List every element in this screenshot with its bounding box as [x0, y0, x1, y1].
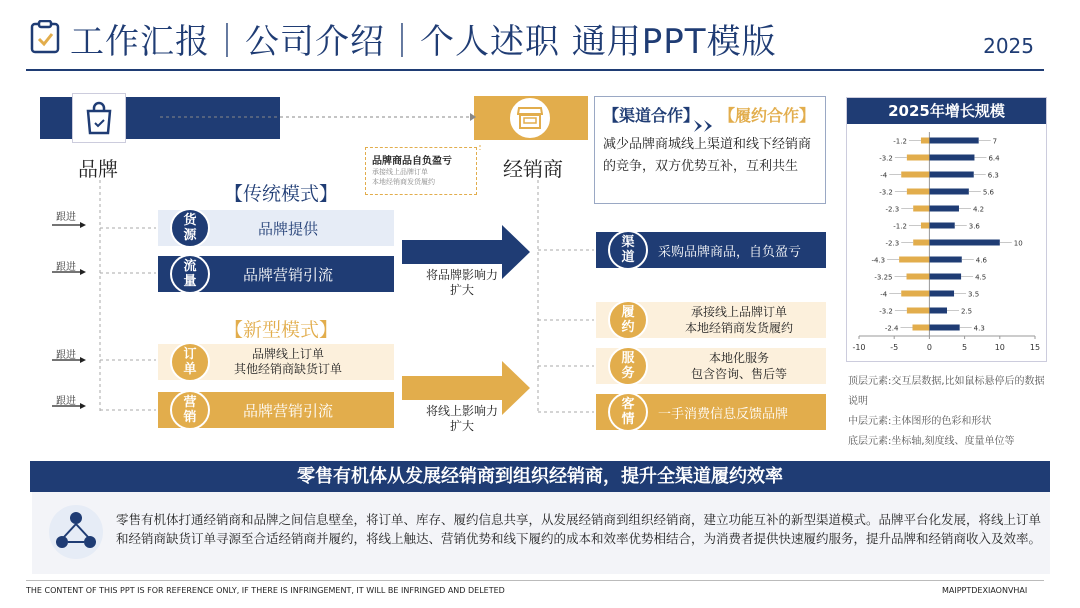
chart-bar-positive [929, 240, 999, 246]
chart-data-label: 4.2 [972, 205, 985, 214]
track-label: 跟进 [56, 350, 76, 361]
badge-service: 服 务 [608, 346, 648, 386]
chart-bar-positive [929, 138, 978, 144]
chart-x-tick-label: 5 [962, 343, 968, 352]
footer-divider [26, 580, 1044, 581]
chart-bar-negative [907, 189, 930, 195]
chart-bar-positive [929, 206, 959, 212]
chart-x-tick-label: -10 [852, 343, 866, 352]
summary-text: 零售有机体打通经销商和品牌之间信息壁垒，将订单、库存、履约信息共享，从发展经销商到组织经销商，建立功能互补的新型渠道模式。品牌平台化发展，将线上订单和经销商缺货订单寻源至合适经销商并履约，将线上触达、营销优势和线下履约的成本和效率优势相结合，为消费者提供快速履约服务，提升品牌和经销商收入及效率。 [116, 512, 1042, 546]
chart-x-tick-label: 15 [1029, 343, 1041, 352]
chart-data-label: 4.6 [975, 256, 987, 265]
chart-plot [847, 124, 1046, 362]
chart-data-label: -3.25 [874, 273, 893, 282]
chart-bar-negative [913, 325, 930, 331]
brand-label: 品牌 [78, 157, 118, 181]
chart-bar-negative [899, 257, 929, 263]
new-mode-title: 【新型模式】 [224, 319, 339, 341]
chart-x-tick-label: -5 [890, 343, 899, 352]
cooperation-box [594, 96, 826, 204]
row-text: 品牌营销引流 [242, 265, 333, 284]
chart-bar-positive [929, 274, 961, 280]
chart-title: 2025年增长规模 [847, 98, 1046, 124]
chart-bar-positive [929, 155, 974, 161]
dealer-note-box [365, 147, 477, 195]
new-arrow-text: 将线上影响力 扩大 [425, 404, 498, 433]
chart-bar-positive [929, 325, 959, 331]
chart-bar-negative [901, 291, 929, 297]
chart-legend [848, 372, 1048, 452]
page-title: 工作汇报｜公司介绍｜个人述职 通用PPT模版 [70, 22, 777, 62]
chart-data-label: 6.4 [988, 154, 1000, 163]
chart-data-label: -2.3 [885, 239, 900, 248]
badge-feedback: 客 情 [608, 392, 648, 432]
chart-data-label: 3.6 [968, 222, 980, 231]
network-icon [48, 504, 104, 560]
chart-data-label: -3.2 [879, 188, 893, 197]
chart-bar-negative [921, 138, 929, 144]
chart-bar-positive [929, 189, 968, 195]
traditional-mode-title: 【传统模式】 [224, 183, 339, 205]
chart-data-label: 4.5 [975, 273, 987, 282]
chart-bar-positive [929, 308, 947, 314]
growth-chart [846, 97, 1047, 362]
chart-data-label: -3.2 [879, 307, 893, 316]
dealer-note-item: 承接线上品牌订单 [372, 168, 428, 176]
legend-line: 底层元素:坐标轴,刻度线、度量单位等 [848, 436, 1015, 447]
chart-bar-negative [913, 240, 929, 246]
channel-coop-label: 【渠道合作】 [603, 106, 700, 125]
badge-fulfill: 履 约 [608, 300, 648, 340]
chart-data-label: -4 [880, 290, 888, 299]
track-label: 跟进 [56, 262, 76, 273]
chart-data-label: -3.2 [879, 154, 893, 163]
badge-supply: 货 源 [170, 208, 210, 248]
chart-data-label: -1.2 [893, 222, 907, 231]
legend-line: 顶层元素:交互层数据,比如鼠标悬停后的数据说明 [848, 376, 1045, 407]
chart-data-label: -4.3 [871, 256, 886, 265]
chart-data-label: 5.6 [982, 188, 994, 197]
row-text: 品牌提供 [257, 219, 318, 238]
row-text: 承接线上品牌订单 本地经销商发货履约 [684, 305, 793, 335]
chart-x-tick-label: 0 [926, 343, 932, 352]
cooperation-heading [603, 103, 817, 126]
chart-bar-positive [929, 172, 973, 178]
chart-bar-negative [913, 206, 929, 212]
chart-data-label: 3.5 [968, 290, 980, 299]
chart-bar-positive [929, 291, 954, 297]
row-text: 品牌营销引流 [242, 401, 333, 420]
chart-data-label: 4.3 [973, 324, 985, 333]
dealer-note-title: 品牌商品自负盈亏 [372, 156, 452, 167]
chart-bar-negative [901, 172, 929, 178]
chart-bar-positive [929, 257, 961, 263]
summary-banner: 零售有机体从发展经销商到组织经销商，提升全渠道履约效率 [30, 461, 1050, 492]
legend-line: 中层元素:主体图形的色彩和形状 [848, 416, 992, 427]
year-label: 2025 [983, 34, 1034, 58]
badge-channel: 渠 道 [608, 230, 648, 270]
chart-bar-negative [907, 155, 930, 161]
track-label: 跟进 [56, 212, 76, 223]
badge-traffic: 流 量 [170, 254, 210, 294]
chart-bar-negative [921, 223, 929, 229]
row-text: 一手消费信息反馈品牌 [658, 406, 789, 422]
chart-data-label: 6.3 [987, 171, 999, 180]
chart-data-label: -4 [880, 171, 888, 180]
chart-data-label: 7 [992, 137, 998, 146]
traditional-arrow-text: 将品牌影响力 扩大 [425, 268, 498, 297]
chart-bar-negative [907, 274, 930, 280]
row-text: 品牌线上订单 其他经销商缺货订单 [233, 347, 342, 376]
footer-disclaimer: THE CONTENT OF THIS PPT IS FOR REFERENCE ONLY, IF THERE IS INFRINGEMENT, IT WILL BE INFRINGED AND DELETED [26, 586, 505, 595]
chart-data-label: -2.4 [884, 324, 899, 333]
dealer-label: 经销商 [503, 157, 563, 181]
chart-x-tick-label: 10 [994, 343, 1005, 352]
chart-data-label: -2.3 [885, 205, 900, 214]
row-text: 采购品牌商品，自负盈亏 [658, 244, 802, 260]
cooperation-body: 减少品牌商城线上渠道和线下经销商的竞争，双方优势互补，互利共生 [603, 137, 812, 174]
badge-orders: 订 单 [170, 342, 210, 382]
fulfill-coop-label: 【履约合作】 [719, 106, 816, 125]
row-text: 本地化服务 包含咨询、售后等 [690, 351, 787, 381]
chart-data-label: 10 [1013, 239, 1023, 248]
chart-bar-negative [907, 308, 930, 314]
chart-bar-positive [929, 223, 954, 229]
track-label: 跟进 [56, 396, 76, 407]
chart-data-label: 2.5 [961, 307, 973, 316]
dealer-note-item: 本地经销商发货履约 [372, 178, 435, 186]
badge-marketing: 营 销 [170, 390, 210, 430]
footer-brand: MAIPPTDEXIAONVHAI [942, 586, 1028, 595]
chart-data-label: -1.2 [893, 137, 907, 146]
